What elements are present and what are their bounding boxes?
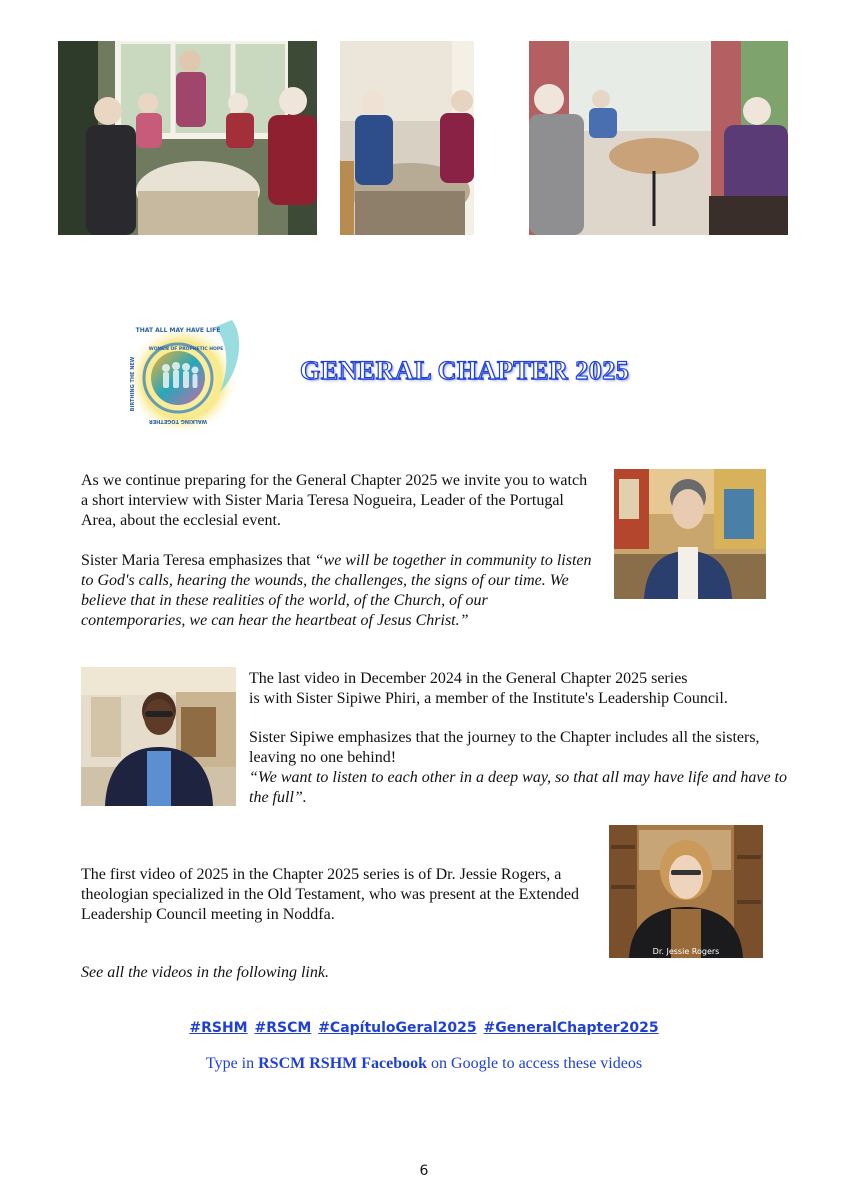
section3-intro xyxy=(81,865,603,925)
section1-intro xyxy=(81,471,596,531)
facebook-instruction xyxy=(0,1055,848,1073)
facebook-after: on Google to access these videos xyxy=(427,1055,643,1072)
logo-text-bottom: WALKING TOGETHER xyxy=(148,418,208,424)
photo-sisters-dining-2 xyxy=(340,41,474,235)
page-title: GENERAL CHAPTER 2025 xyxy=(300,356,630,385)
photo-dr-jessie-rogers xyxy=(609,825,763,958)
logo-text-top: THAT ALL MAY HAVE LIFE xyxy=(135,327,221,334)
page-number: 6 xyxy=(419,1163,429,1179)
photo-caption: Dr. Jessie Rogers xyxy=(652,947,720,956)
section1-quote: “we will be together in community to listen to God's calls, hearing the wounds, the challenges, the signs of our time. We believe that in these realities of the world, of the Church, of our contemporaries, we can hear the heartbeat of Jesus Christ.” xyxy=(81,552,592,629)
logo-text-inner: WOMEN OF PROPHETIC HOPE xyxy=(148,347,224,352)
section2-intro-line2: is with Sister Sipiwe Phiri, a member of the Institute's Leadership Council. xyxy=(249,690,728,707)
hashtag-rscm[interactable]: #RSCM xyxy=(254,1020,312,1036)
section2-intro-line1: The last video in December 2024 in the General Chapter 2025 series xyxy=(249,670,688,687)
photo-sister-maria-teresa xyxy=(614,469,766,599)
section3-intro-text: The first video of 2025 in the Chapter 2025 series is of Dr. Jessie Rogers, a theologian specialized in the Old Testament, who was present at the Extended Leadership Council meeting in Noddfa. xyxy=(81,866,579,923)
section2-quote: “We want to listen to each other in a deep way, so that all may have life and have to the full”. xyxy=(249,769,787,806)
photo-sister-sipiwe xyxy=(81,667,236,806)
general-chapter-logo xyxy=(120,312,250,442)
hashtag-general-chapter[interactable]: #GeneralChapter2025 xyxy=(483,1020,659,1036)
hashtag-row xyxy=(0,1020,848,1036)
photo-sisters-dining-1 xyxy=(58,41,317,235)
section2-emph-block xyxy=(249,728,789,808)
see-all-videos-link[interactable]: See all the videos in the following link. xyxy=(81,964,329,981)
logo-text-side: BIRTHING THE NEW xyxy=(130,356,136,412)
hashtag-capitulo-geral[interactable]: #CapítuloGeral2025 xyxy=(318,1020,477,1036)
section1-quote-block xyxy=(81,551,596,631)
section1-intro-text: As we continue preparing for the General Chapter 2025 we invite you to watch a short interview with Sister Maria Teresa Nogueira, Leader of the Portugal Area, about the ecclesial event. xyxy=(81,472,588,529)
section1-emph-lead: Sister Maria Teresa emphasizes that xyxy=(81,552,315,569)
photo-sisters-meeting xyxy=(529,41,788,235)
facebook-search-term: RSCM RSHM Facebook xyxy=(258,1055,428,1072)
hashtag-rshm[interactable]: #RSHM xyxy=(189,1020,248,1036)
section2-intro xyxy=(249,669,789,709)
section2-emph: Sister Sipiwe emphasizes that the journey to the Chapter includes all the sisters, leaving no one behind! xyxy=(249,729,760,766)
facebook-before: Type in xyxy=(205,1055,259,1072)
